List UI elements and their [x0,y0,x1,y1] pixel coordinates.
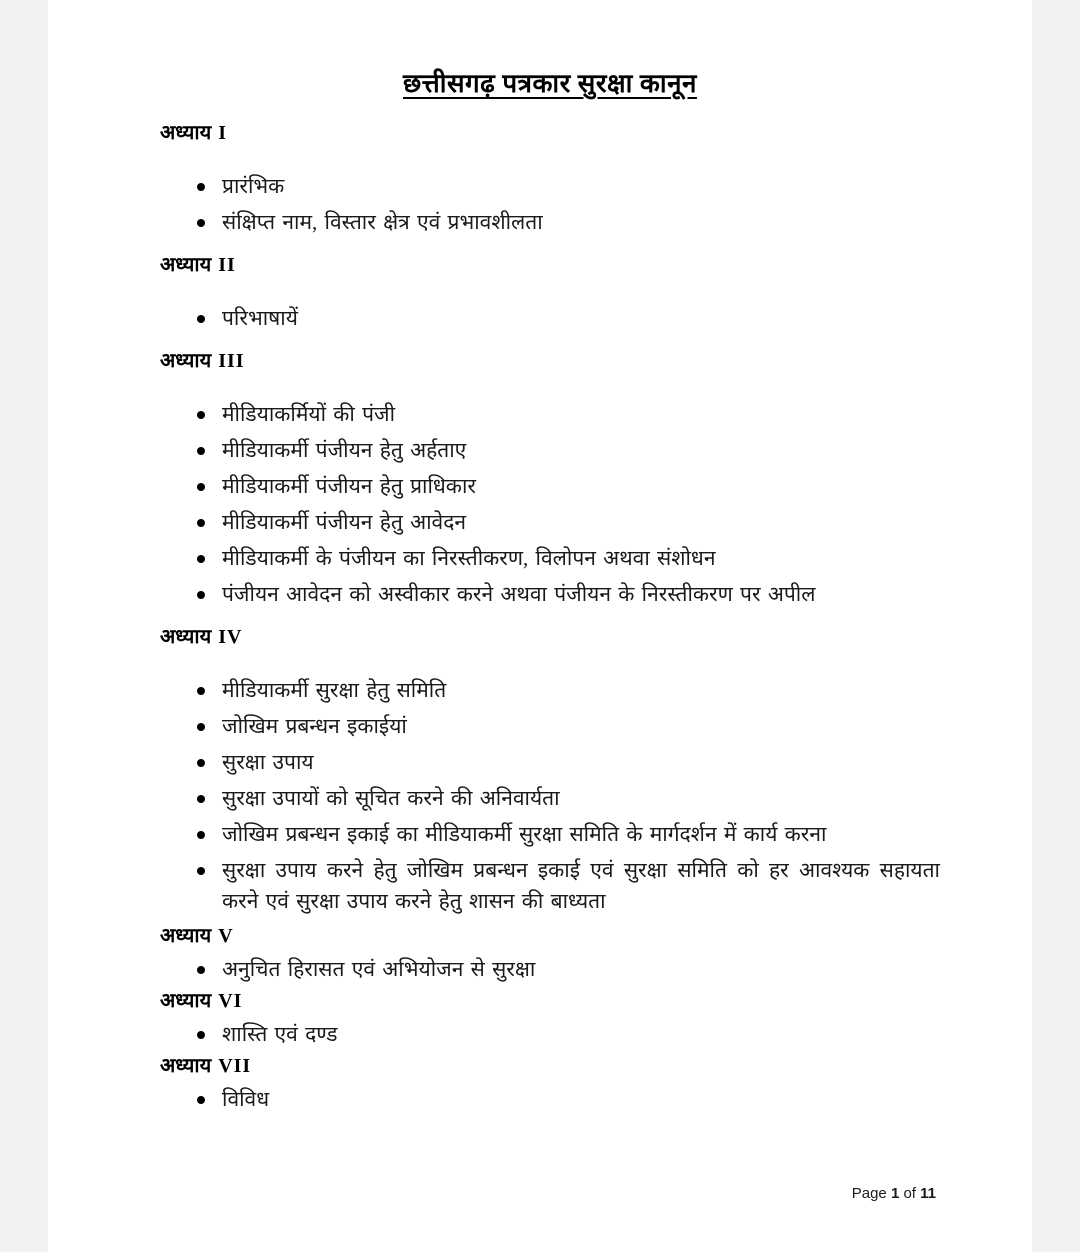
chapter-section [160,251,940,334]
toc-item: सुरक्षा उपाय करने हेतु जोखिम प्रबन्धन इकाई एवं सुरक्षा समिति को हर आवश्यक सहायता करने एवं सुरक्षा उपाय करने हेतु शासन की बाध्यता [222,855,940,917]
toc-item: मीडियाकर्मी के पंजीयन का निरस्तीकरण, विलोपन अथवा संशोधन [222,543,940,574]
toc-item: सुरक्षा उपायों को सूचित करने की अनिवार्यता [222,783,940,814]
toc-item: संक्षिप्त नाम, विस्तार क्षेत्र एवं प्रभावशीलता [222,207,940,238]
toc-item: मीडियाकर्मी पंजीयन हेतु प्राधिकार [222,471,940,502]
chapter-heading [160,119,940,147]
chapter-section [160,623,940,917]
toc-item: शास्ति एवं दण्ड [222,1019,940,1050]
sections-container [160,119,940,1115]
chapter-heading-label: अध्याय [160,350,212,372]
page-number-label: Page [851,1185,887,1202]
chapter-heading-numeral: I [218,122,227,144]
chapter-heading-label: अध्याय [160,1055,212,1077]
page-number-current: 1 [890,1185,900,1202]
chapter-heading [160,922,940,950]
document-title-text: छत्तीसगढ़ पत्रकार सुरक्षा कानून [403,69,697,98]
chapter-heading-label: अध्याय [160,122,212,144]
chapter-heading-numeral: V [218,925,234,947]
chapter-heading-label: अध्याय [160,990,212,1012]
chapter-heading-label: अध्याय [160,925,212,947]
chapter-heading-numeral: VI [218,990,243,1012]
chapter-section [160,922,940,985]
chapter-heading-numeral: VII [218,1055,252,1077]
chapter-item-list [160,303,940,334]
chapter-heading [160,623,940,651]
chapter-heading [160,347,940,375]
document-title [160,67,940,101]
chapter-heading [160,1052,940,1080]
toc-item: जोखिम प्रबन्धन इकाई का मीडियाकर्मी सुरक्षा समिति के मार्गदर्शन में कार्य करना [222,819,940,850]
chapter-section [160,119,940,238]
chapter-heading-numeral: III [218,350,245,372]
chapter-heading [160,987,940,1015]
document-page [48,0,1032,1252]
toc-item: प्रारंभिक [222,171,940,202]
chapter-heading-label: अध्याय [160,626,212,648]
toc-item: पंजीयन आवेदन को अस्वीकार करने अथवा पंजीयन के निरस्तीकरण पर अपील [222,579,940,610]
toc-item: मीडियाकर्मी पंजीयन हेतु आवेदन [222,507,940,538]
toc-item: परिभाषायें [222,303,940,334]
chapter-heading-numeral: IV [218,626,243,648]
chapter-heading-label: अध्याय [160,254,212,276]
chapter-section [160,1052,940,1115]
chapter-item-list [160,171,940,238]
toc-item: जोखिम प्रबन्धन इकाईयां [222,711,940,742]
page-number [852,1185,936,1202]
chapter-heading [160,251,940,279]
toc-item: मीडियाकर्मियों की पंजी [222,399,940,430]
chapter-item-list [160,1084,940,1115]
chapter-item-list [160,1019,940,1050]
toc-item: अनुचित हिरासत एवं अभियोजन से सुरक्षा [222,954,940,985]
chapter-heading-numeral: II [218,254,236,276]
toc-item: मीडियाकर्मी सुरक्षा हेतु समिति [222,675,940,706]
chapter-section [160,347,940,610]
page-content [48,67,1032,1115]
chapter-section [160,987,940,1050]
toc-item: विविध [222,1084,940,1115]
chapter-item-list [160,954,940,985]
chapter-item-list [160,399,940,610]
toc-item: सुरक्षा उपाय [222,747,940,778]
chapter-item-list [160,675,940,917]
toc-item: मीडियाकर्मी पंजीयन हेतु अर्हताए [222,435,940,466]
page-number-of: of [903,1185,916,1202]
page-number-total: 11 [920,1185,936,1202]
